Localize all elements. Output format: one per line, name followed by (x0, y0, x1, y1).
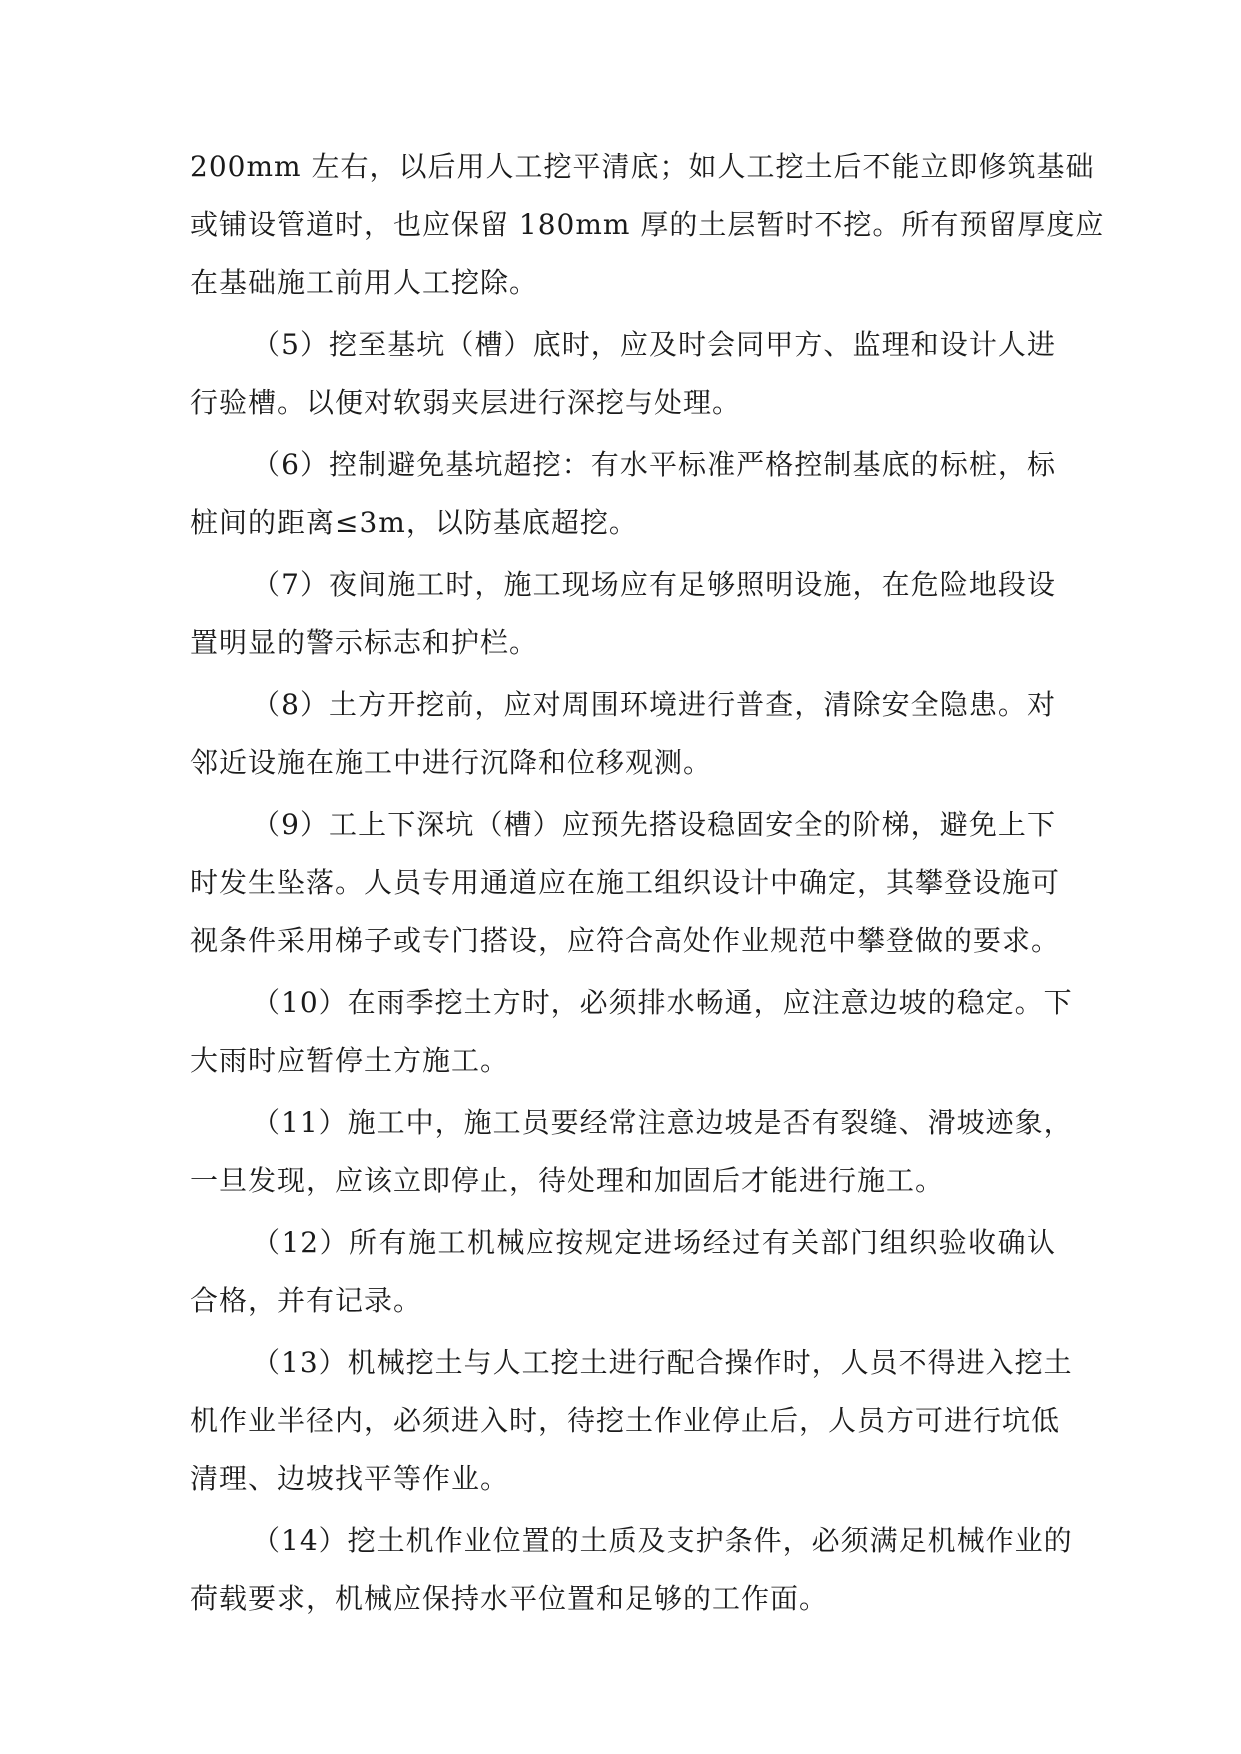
text-line: （11）施工中，施工员要经常注意边坡是否有裂缝、滑坡迹象， (252, 1106, 1073, 1139)
paragraph-item-10 (190, 974, 1073, 1090)
text-line: （7）夜间施工时，施工现场应有足够照明设施，在危险地段设 (252, 568, 1056, 601)
text-line: 大雨时应暂停土方施工。 (190, 1044, 510, 1077)
text-line: 合格，并有记录。 (190, 1284, 423, 1317)
text-line: 荷载要求，机械应保持水平位置和足够的工作面。 (190, 1582, 829, 1615)
paragraph-item-8 (190, 676, 1056, 792)
paragraph-item-11 (190, 1094, 1073, 1210)
text-line: （10）在雨季挖土方时，必须排水畅通，应注意边坡的稳定。下 (252, 986, 1073, 1019)
paragraph-item-13 (190, 1334, 1073, 1508)
paragraph-item-7 (190, 556, 1056, 672)
text-line: 或铺设管道时，也应保留 180mm 厚的土层暂时不挖。所有预留厚度应 (190, 208, 1105, 241)
paragraph-item-9 (190, 796, 1061, 970)
paragraph-continuation (190, 138, 1105, 312)
text-line: （13）机械挖土与人工挖土进行配合操作时，人员不得进入挖土 (252, 1346, 1073, 1379)
text-line: 机作业半径内，必须进入时，待挖土作业停止后，人员方可进行坑低 (190, 1404, 1061, 1437)
text-line: （5）挖至基坑（槽）底时，应及时会同甲方、监理和设计人进 (252, 328, 1056, 361)
text-line: 一旦发现，应该立即停止，待处理和加固后才能进行施工。 (190, 1164, 945, 1197)
text-line: 时发生坠落。人员专用通道应在施工组织设计中确定，其攀登设施可 (190, 866, 1061, 899)
text-line: 视条件采用梯子或专门搭设，应符合高处作业规范中攀登做的要求。 (190, 924, 1061, 957)
paragraph-item-6 (190, 436, 1056, 552)
text-line: （8）土方开挖前，应对周围环境进行普查，清除安全隐患。对 (252, 688, 1056, 721)
paragraph-item-14 (190, 1512, 1073, 1628)
text-line: 清理、边坡找平等作业。 (190, 1462, 510, 1495)
text-line: 200mm 左右，以后用人工挖平清底；如人工挖土后不能立即修筑基础 (190, 150, 1095, 183)
paragraph-item-12 (190, 1214, 1056, 1330)
text-line: （6）控制避免基坑超挖：有水平标准严格控制基底的标桩，标 (252, 448, 1056, 481)
text-line: （12）所有施工机械应按规定进场经过有关部门组织验收确认 (252, 1226, 1056, 1259)
text-line: （14）挖土机作业位置的土质及支护条件，必须满足机械作业的 (252, 1524, 1073, 1557)
text-line: （9）工上下深坑（槽）应预先搭设稳固安全的阶梯，避免上下 (252, 808, 1056, 841)
text-line: 在基础施工前用人工挖除。 (190, 266, 539, 299)
paragraph-item-5 (190, 316, 1056, 432)
text-line: 邻近设施在施工中进行沉降和位移观测。 (190, 746, 713, 779)
text-line: 置明显的警示标志和护栏。 (190, 626, 539, 659)
document-page (190, 138, 1105, 1628)
text-line: 行验槽。以便对软弱夹层进行深挖与处理。 (190, 386, 742, 419)
text-line: 桩间的距离≤3m，以防基底超挖。 (190, 506, 638, 539)
